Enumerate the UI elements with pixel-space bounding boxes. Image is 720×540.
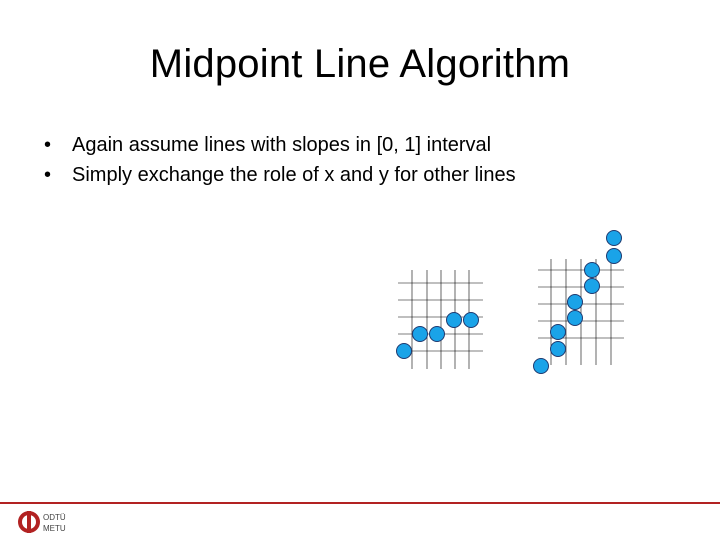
logo-text-bottom: METU bbox=[43, 524, 66, 533]
pixel-dot bbox=[397, 344, 412, 359]
list-item: • Simply exchange the role of x and y for other lines bbox=[44, 164, 516, 186]
logo-text-top: ODTÜ bbox=[43, 513, 66, 522]
pixel-dot bbox=[551, 342, 566, 357]
footer-rule bbox=[0, 502, 720, 504]
pixel-dot bbox=[413, 327, 428, 342]
page-title: Midpoint Line Algorithm bbox=[149, 42, 571, 86]
metu-logo bbox=[16, 508, 86, 536]
pixel-dot bbox=[551, 325, 566, 340]
pixel-grid-steep bbox=[534, 231, 625, 374]
pixel-dot bbox=[585, 263, 600, 278]
pixel-dot bbox=[464, 313, 479, 328]
pixel-dot bbox=[447, 313, 462, 328]
pixel-dot bbox=[607, 249, 622, 264]
pixel-dot bbox=[534, 359, 549, 374]
pixel-dot bbox=[568, 311, 583, 326]
pixel-dot bbox=[585, 279, 600, 294]
list-item: • Again assume lines with slopes in [0, 1] interval bbox=[44, 134, 492, 156]
pixel-dot bbox=[568, 295, 583, 310]
bullet-text: Again assume lines with slopes in [0, 1] interval bbox=[72, 134, 492, 156]
pixel-grid-shallow bbox=[397, 270, 484, 369]
bullet-text: Simply exchange the role of x and y for other lines bbox=[72, 164, 516, 186]
pixel-dot bbox=[430, 327, 445, 342]
pixel-dot bbox=[607, 231, 622, 246]
